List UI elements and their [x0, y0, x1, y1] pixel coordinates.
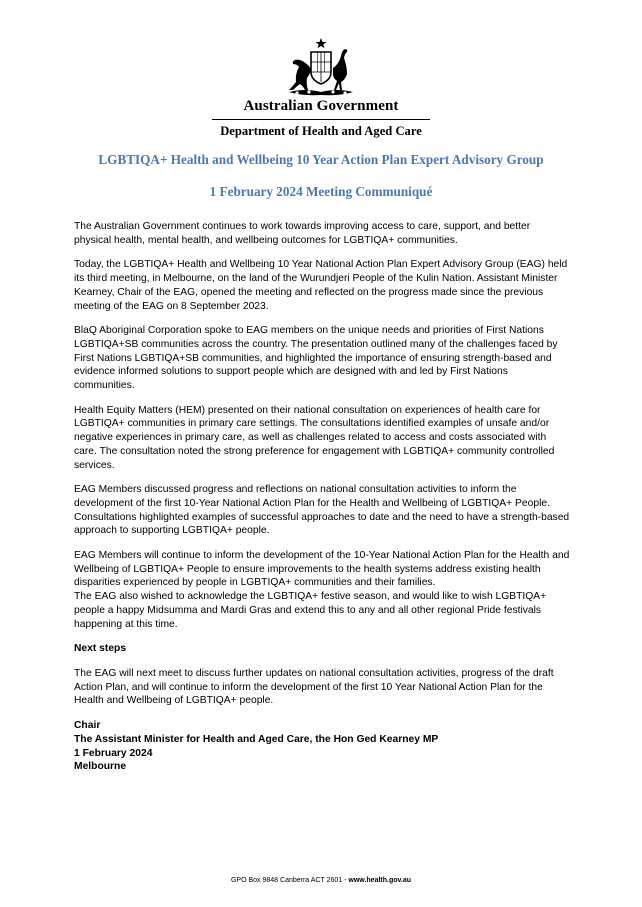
department-name: Department of Health and Aged Care: [220, 124, 422, 138]
footer-address: GPO Box 9848 Canberra ACT 2601 -: [230, 877, 349, 884]
paragraph: The EAG also wished to acknowledge the LGBTIQA+ festive season, and would like to wish LGBTIQA+ people a happy Midsumma and Mardi Gras and extend this to any and all other regional Pride festivals happening at this time.: [74, 591, 547, 630]
paragraph: BlaQ Aboriginal Corporation spoke to EAG members on the unique needs and priorities of First Nations LGBTIQA+SB communities across the country. The presentation outlined many of the challenges faced by First Nations LGBTIQA+SB communities, and highlighted the importance of ensuring strength-based and evidence informed solutions to support people which are designed with and led by First Nations communities.: [74, 325, 558, 392]
coat-of-arms-icon: [281, 36, 361, 100]
signature-date: 1 February 2024: [74, 747, 153, 759]
signature-name: The Assistant Minister for Health and Aged Care, the Hon Ged Kearney MP: [74, 733, 439, 745]
government-name: Australian Government: [243, 98, 399, 114]
header-divider: [212, 119, 430, 120]
paragraph: EAG Members will continue to inform the development of the 10-Year National Action Plan for the Health and Wellbeing of LGBTIQA+ People to ensure improvements to the health systems address existing health disparities experienced by people in LGBTIQA+ communities and their families.: [74, 550, 570, 589]
communique-body: [74, 220, 570, 774]
paragraph: EAG Members discussed progress and reflections on national consultation activities to inform the development of the first 10-Year National Action Plan for the Health and Wellbeing of LGBTIQA+ People. Consultations highlighted examples of successful approaches to date and the need to have a strength-based approach to supporting LGBTIQA+ people.: [74, 484, 570, 537]
paragraph: Health Equity Matters (HEM) presented on their national consultation on experiences of health care for LGBTIQA+ communities in primary care settings. The consultations identified examples of unsafe and/or negative experiences in primary care, as well as challenges related to access and costs associated with care. The consultation noted the strong preference for engagement with LGBTIQA+ community controlled services.: [74, 404, 555, 471]
footer-url: www.health.gov.au: [348, 877, 411, 884]
signature-block: [74, 719, 570, 774]
page-footer: [0, 876, 642, 885]
document-subtitle: 1 February 2024 Meeting Communiqué: [209, 184, 433, 199]
next-steps-heading: Next steps: [74, 643, 127, 655]
paragraph: Today, the LGBTIQA+ Health and Wellbeing 10 Year National Action Plan Expert Advisory Group (EAG) held its third meeting, in Melbourne, on the land of the Wurundjeri People of the Kulin Nation. Assistant Minister Kearney, Chair of the EAG, opened the meeting and reflected on the progress made since the previous meeting of the EAG on 8 September 2023.: [74, 259, 568, 312]
letterhead: [0, 36, 642, 139]
document-title: LGBTIQA+ Health and Wellbeing 10 Year Action Plan Expert Advisory Group: [98, 152, 544, 167]
signature-role: Chair: [74, 720, 101, 732]
paragraph: The EAG will next meet to discuss further updates on national consultation activities, progress of the draft Action Plan, and will continue to inform the development of the first 10 Year National Action Plan for the Health and Wellbeing of LGBTIQA+ people.: [74, 667, 554, 707]
signature-place: Melbourne: [74, 761, 127, 773]
paragraph: The Australian Government continues to work towards improving access to care, support, and better physical health, mental health, and wellbeing outcomes for LGBTIQA+ communities.: [74, 221, 531, 246]
